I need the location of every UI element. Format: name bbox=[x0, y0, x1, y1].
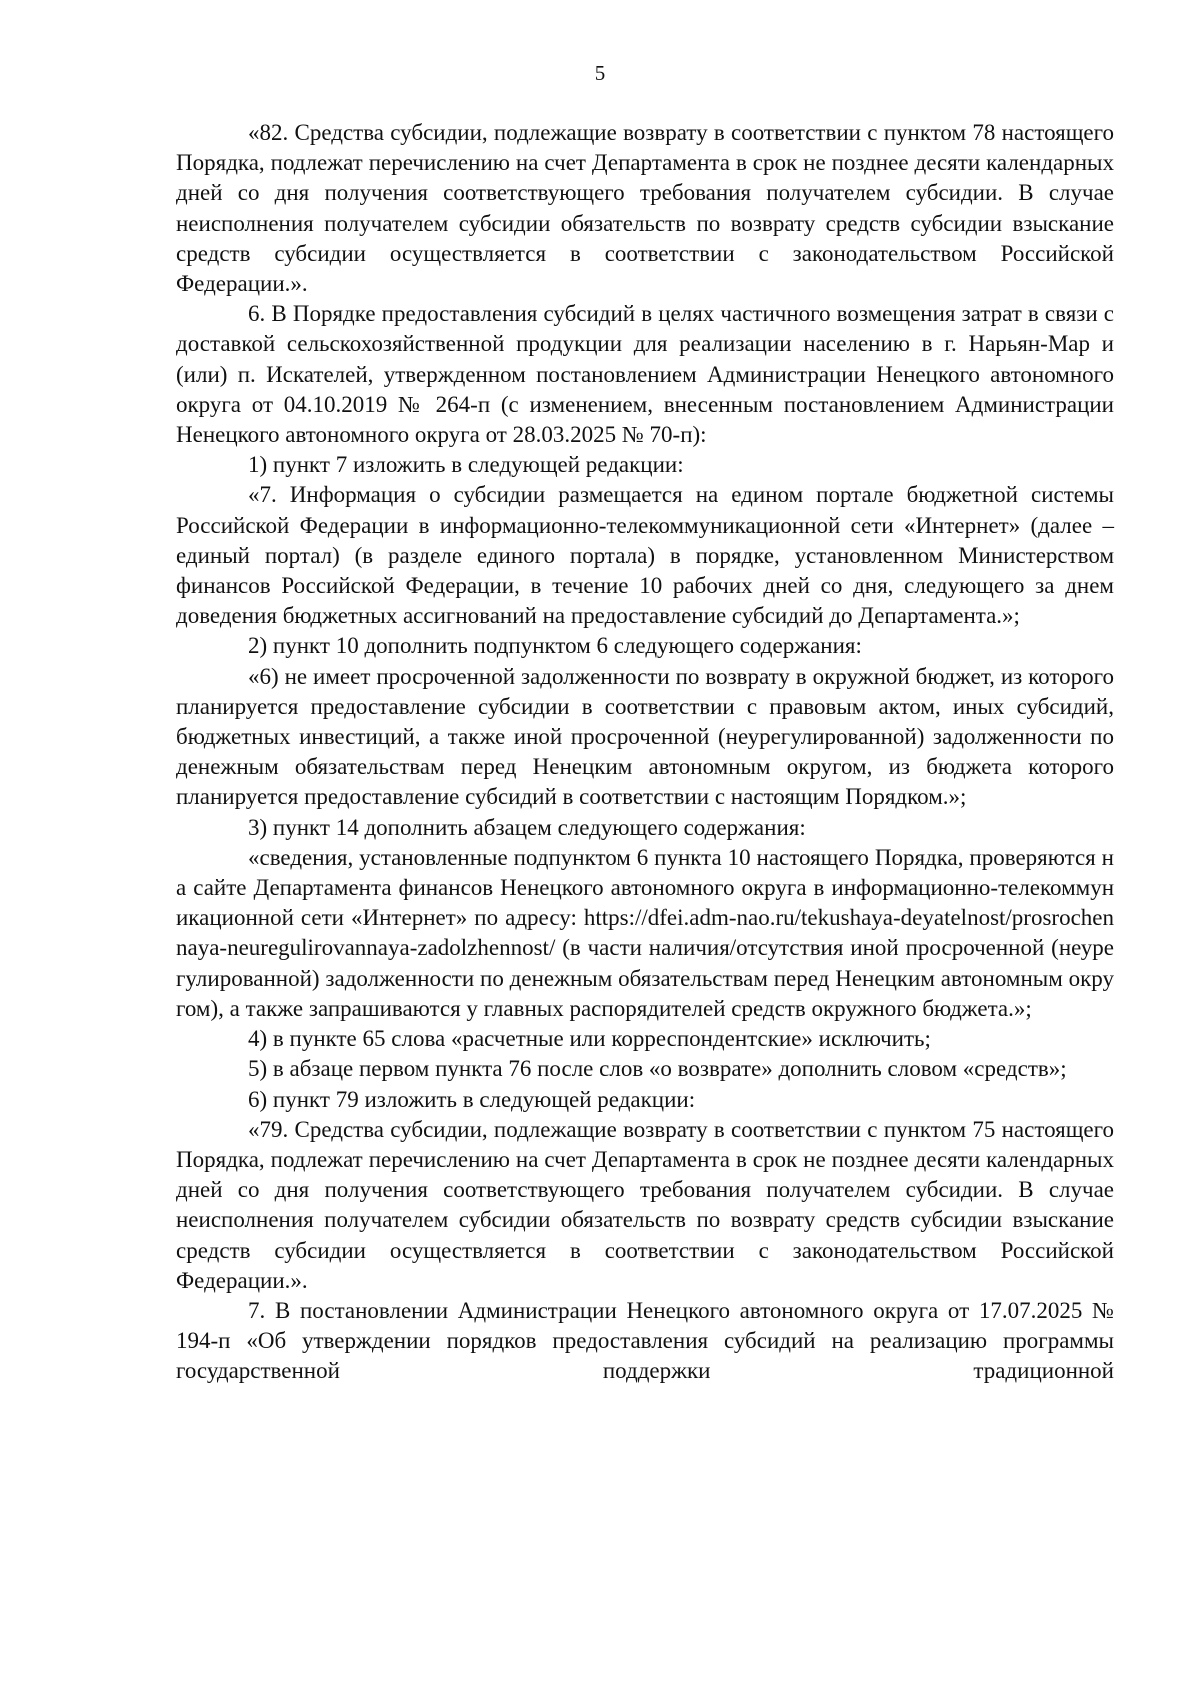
paragraph-item-6: 6) пункт 79 изложить в следующей редакции: bbox=[248, 1086, 696, 1112]
paragraph-6-procedure-amendment: 6. В Порядке предоставления субсидий в целях частичного возмещения затрат в связи с доставкой сельскохозяйственной продукции для реализации населению в г. Нарьян-Мар и (или) п. Искателей, утвержденном постановлением Администрации Ненецкого автономного округа от 04.10.2019 № 264-п (с изменением, внесенным постановлением Администрации Ненецкого автономного округа от 28.03.2025 № 70-п): bbox=[176, 301, 1114, 448]
paragraph-7-information-subsidy: «7. Информация о субсидии размещается на едином портале бюджетной системы Российской Федерации в информационно-телекоммуникационной сети «Интернет» (далее – единый портал) (в разделе единого портала) в порядке, установленном Министерством финансов Российской Федерации, в течение 10 рабочих дней со дня, следующего за днем доведения бюджетных ассигнований на предоставление субсидий до Департамента.»; bbox=[176, 482, 1114, 629]
paragraph-subitem-6-no-overdue-debt: «6) не имеет просроченной задолженности по возврату в окружной бюджет, из которого планируется предоставление субсидии в соответствии с правовым актом, иных субсидий, бюджетных инвестиций, а также иной просроченной (неурегулированной) задолженности по денежным обязательствам перед Ненецким автономным округом, из бюджета которого планируется предоставление субсидий в соответствии с настоящим Порядком.»; bbox=[176, 663, 1114, 810]
paragraph-79-refund-terms: «79. Средства субсидии, подлежащие возврату в соответствии с пунктом 75 настоящего Порядка, подлежат перечислению на счет Департамента в срок не позднее десяти календарных дней со дня получения соответствующего требования получателем субсидии. В случае неисполнения получателем субсидии обязательств по возврату средств субсидии взыскание средств субсидии осуществляется в соответствии с законодательством Российской Федерации.». bbox=[176, 1116, 1114, 1293]
page-number: 5 bbox=[594, 61, 606, 85]
document-body bbox=[176, 118, 1114, 1387]
paragraph-item-5: 5) в абзаце первом пункта 76 после слов «о возврате» дополнить словом «средств»; bbox=[248, 1056, 1067, 1082]
paragraph-82-refund-terms: «82. Средства субсидии, подлежащие возврату в соответствии с пунктом 78 настоящего Порядка, подлежат перечислению на счет Департамента в срок не позднее десяти календарных дней со дня получения соответствующего требования получателем субсидии. В случае неисполнения получателем субсидии обязательств по возврату средств субсидии взыскание средств субсидии осуществляется в соответствии с законодательством Российской Федерации.». bbox=[176, 120, 1114, 297]
paragraph-item-2: 2) пункт 10 дополнить подпунктом 6 следующего содержания: bbox=[248, 633, 862, 659]
paragraph-information-check-website: «сведения, установленные подпунктом 6 пункта 10 настоящего Порядка, проверяются на сайте Департамента финансов Ненецкого автономного округа в информационно-телекоммуникационной сети «Интернет» по адресу: https://dfei.adm-nao.ru/tekushaya-deyatelnost/prosrochennaya-neuregulirovannaya-zadolzhennost/ (в части наличия/отсутствия иной просроченной (неурегулированной) задолженности по денежным обязательствам перед Ненецким автономным округом), а также запрашиваются у главных распорядителей средств окружного бюджета.»; bbox=[176, 844, 1114, 1021]
paragraph-7-resolution-amendment: 7. В постановлении Администрации Ненецкого автономного округа от 17.07.2025 № 194-п «Об утверждении порядков предоставления субсидий на реализацию программы государственной поддержки традиционной bbox=[176, 1297, 1114, 1384]
paragraph-item-1: 1) пункт 7 изложить в следующей редакции: bbox=[248, 452, 684, 478]
paragraph-item-3: 3) пункт 14 дополнить абзацем следующего содержания: bbox=[248, 814, 806, 840]
paragraph-item-4: 4) в пункте 65 слова «расчетные или корреспондентские» исключить; bbox=[248, 1026, 931, 1052]
